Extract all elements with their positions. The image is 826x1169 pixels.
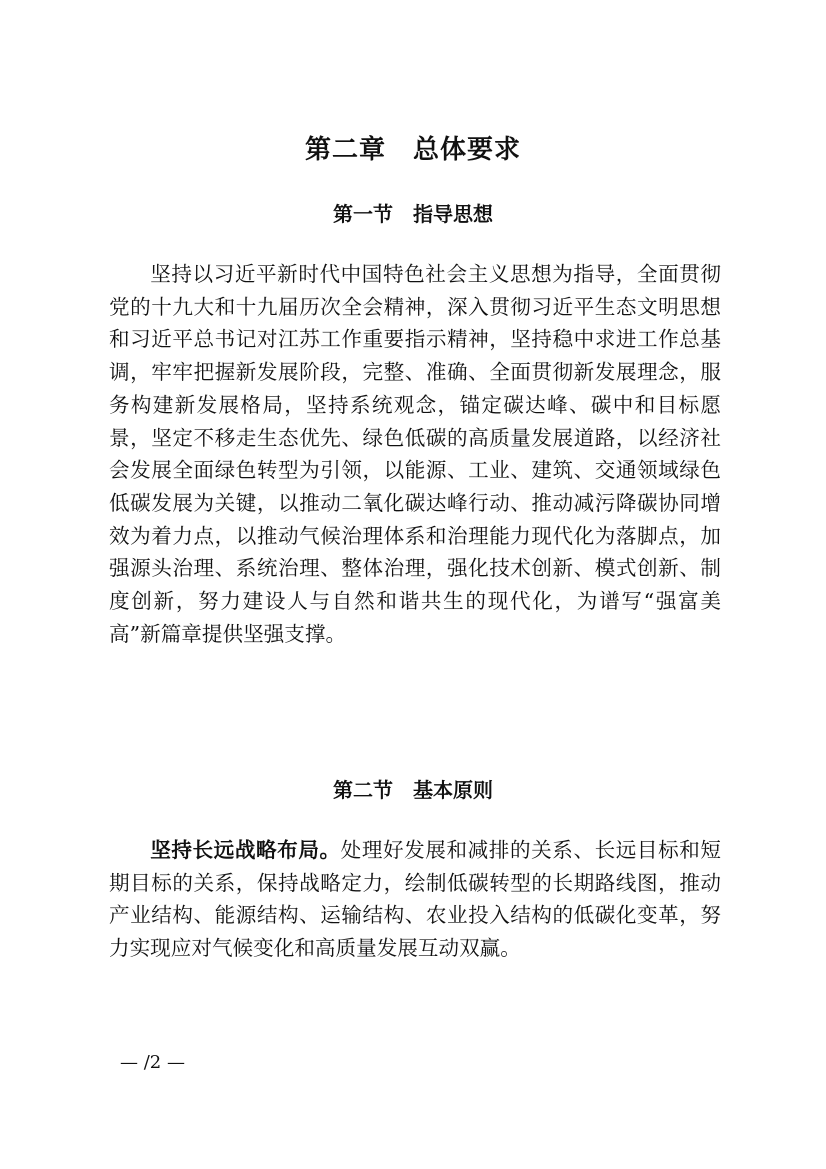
principle-body-text: 处理好发展和减排的关系、长远目标和短期目标的关系，保持战略定力，绘制低碳转型的长期路线图，推动产业结构、能源结构、运输结构、农业投入结构的低碳化变革，努力实现应对气候变化和高质量发展互动双赢。 — [109, 838, 722, 961]
chapter-title: 第二章 总体要求 — [304, 135, 521, 165]
basic-principles-paragraph — [109, 834, 721, 965]
page-number: — /2 — — [120, 1052, 185, 1073]
principle-lead-text: 坚持长远战略布局。 — [150, 838, 341, 862]
section-title-basic-principles: 第二节 基本原则 — [333, 778, 493, 802]
guiding-ideology-paragraph: 坚持以习近平新时代中国特色社会主义思想为指导，全面贯彻党的十九大和十九届历次全会精神，深入贯彻习近平生态文明思想和习近平总书记对江苏工作重要指示精神，坚持稳中求进工作总基调，牢牢把握新发展阶段，完整、准确、全面贯彻新发展理念，服务构建新发展格局，坚持系统观念，锚定碳达峰、碳中和目标愿景，坚定不移走生态优先、绿色低碳的高质量发展道路，以经济社会发展全面绿色转型为引领，以能源、工业、建筑、交通领域绿色低碳发展为关键，以推动二氧化碳达峰行动、推动减污降碳协同增效为着力点，以推动气候治理体系和治理能力现代化为落脚点，加强源头治理、系统治理、整体治理，强化技术创新、模式创新、制度创新，努力建设人与自然和谐共生的现代化，为谱写“强富美高”新篇章提供坚强支撑。 — [109, 262, 721, 646]
section-title-guiding-ideology: 第一节 指导思想 — [333, 202, 493, 226]
